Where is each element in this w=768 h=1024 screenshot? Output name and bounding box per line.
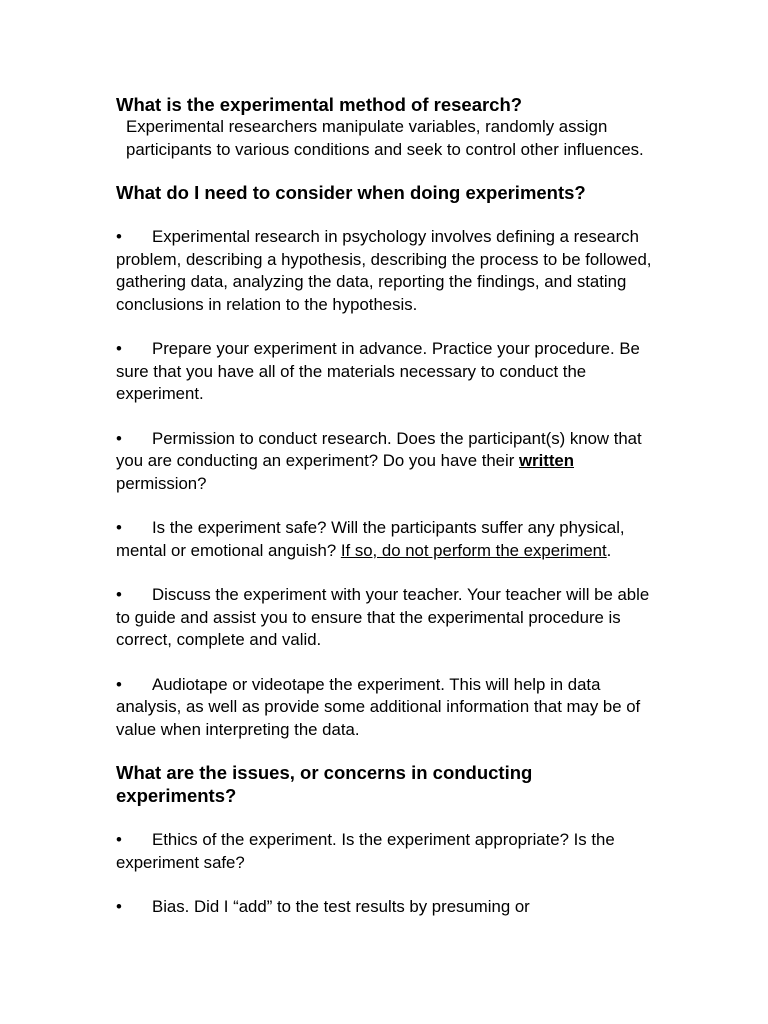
bullet-marker: • <box>116 585 122 604</box>
emphasis-text: written <box>519 451 575 470</box>
bullet-marker: • <box>116 674 122 694</box>
document-body <box>116 93 656 919</box>
bullet-text: Bias. Did I “add” to the test results by presuming or <box>152 897 530 916</box>
bullet-item <box>116 674 656 742</box>
bullet-text: Prepare your experiment in advance. Practice your procedure. Be sure that you have all of the materials necessary to conduct the experiment. <box>116 339 640 403</box>
section-heading: What are the issues, or concerns in conducting experiments? <box>116 762 533 806</box>
bullet-item <box>116 226 656 316</box>
bullet-marker: • <box>116 830 122 849</box>
bullet-item <box>116 896 656 919</box>
bullet-marker: • <box>116 897 122 916</box>
underlined-warning-text: If so, do not perform the experiment <box>340 540 607 560</box>
bullet-text: Permission to conduct research. Does the participant(s) know that you are conducting an experiment? Do you have their <box>116 428 642 470</box>
bullet-text: Audiotape or videotape the experiment. This will help in data analysis, as well as provide some additional information that may be of value when interpreting the data. <box>116 674 641 739</box>
section-heading: What do I need to consider when doing experiments? <box>116 182 586 203</box>
bullet-item <box>116 338 656 406</box>
section-heading: What is the experimental method of research? <box>116 94 523 115</box>
bullet-text-tail: . <box>606 540 612 560</box>
bullet-item <box>116 829 656 874</box>
bullet-text-tail: permission? <box>116 473 207 493</box>
bullet-marker: • <box>116 339 122 358</box>
section-intro-paragraph: Experimental researchers manipulate variables, randomly assign participants to various conditions and seek to control other influences. <box>126 117 644 159</box>
bullet-item <box>116 517 656 562</box>
bullet-marker: • <box>116 428 122 448</box>
bullet-marker: • <box>116 518 122 537</box>
bullet-item <box>116 584 656 652</box>
bullet-marker: • <box>116 227 122 246</box>
bullet-text: Experimental research in psychology involves defining a research problem, describing a hypothesis, describing the process to be followed, gathering data, analyzing the data, reporting the findings, and stating conclusions in relation to the hypothesis. <box>116 227 652 314</box>
bullet-item <box>116 428 656 496</box>
bullet-text: Is the experiment safe? Will the participants suffer any physical, mental or emotional anguish? <box>116 518 625 560</box>
bullet-text: Ethics of the experiment. Is the experiment appropriate? Is the experiment safe? <box>116 830 615 872</box>
bullet-text: Discuss the experiment with your teacher. Your teacher will be able to guide and assist you to ensure that the experimental procedure is correct, complete and valid. <box>116 585 650 649</box>
